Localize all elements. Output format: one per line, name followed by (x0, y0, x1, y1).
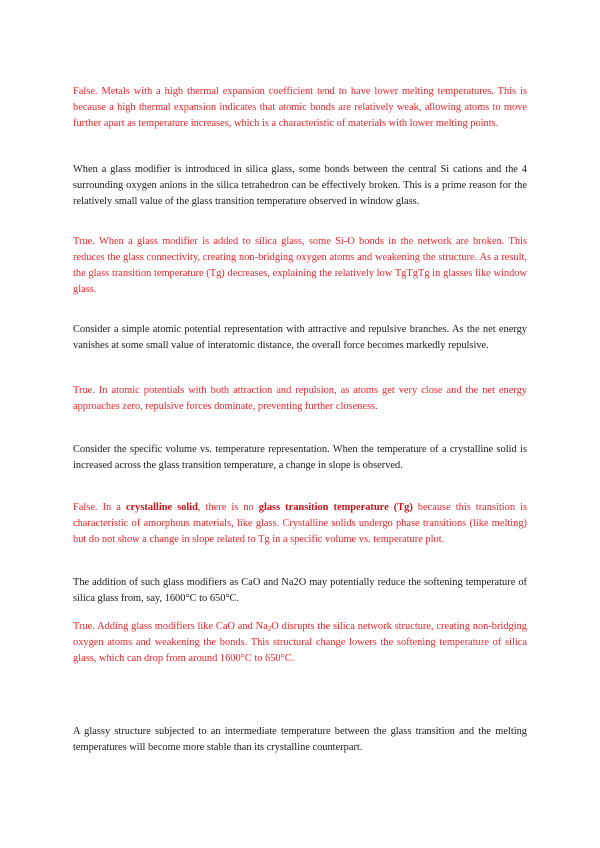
highlight-glass-transition-temperature: glass transition temperature (Tg) (258, 502, 413, 513)
question-glass-modifier-bonds: When a glass modifier is introduced in silica glass, some bonds between the central Si cations and the 4 surrounding oxygen anions in the silica tetrahedron can be effectively broken. This is a prime reason for the relatively small value of the glass transition temperature observed in window glass. (73, 164, 527, 207)
question-atomic-potential: Consider a simple atomic potential representation with attractive and repulsive branches. As the net energy vanishes at some small value of interatomic distance, the overall force becomes markedly repulsive. (73, 324, 527, 351)
answer-text-segment: because this transition is characteristic of amorphous materials, like glass. Crystalline solids undergo phase transitions (like melting) but do not show a change in slope related to Tg in a specific volume vs. temperature plot. (73, 502, 528, 545)
subscript-2: 2 (267, 625, 272, 633)
answer-thermal-expansion: False. Metals with a high thermal expansion coefficient tend to have lower melting temperatures. This is because a high thermal expansion indicates that atomic bonds are relatively weak, allowing atoms to move further apart as temperature increases, which is a characteristic of materials with lower melting points. (73, 86, 527, 129)
highlight-crystalline-solid: crystalline solid (125, 502, 198, 513)
answer-text-segment: O disrupts the silica network structure, creating non-bridging oxygen atoms and weakening the bonds. This structural change lowers the softening temperature of silica glass, which can drop from around 1600°C to 650°C. (73, 621, 528, 664)
question-specific-volume: Consider the specific volume vs. temperature representation. When the temperature of a crystalline solid is increased across the glass transition temperature, a change in slope is observed. (73, 444, 527, 471)
question-softening-temperature: The addition of such glass modifiers as CaO and Na2O may potentially reduce the softening temperature of silica glass from, say, 1600°C to 650°C. (73, 577, 527, 604)
answer-text-segment: , there is no (197, 502, 259, 513)
answer-softening-temperature (73, 619, 527, 667)
answer-glass-modifier-bonds: True. When a glass modifier is added to silica glass, some Si-O bonds in the network are broken. This reduces the glass connectivity, creating non-bridging oxygen atoms and weakening the structure. As a result, the glass transition temperature (Tg) decreases, explaining the relatively low TgTgTg in glasses like window glass. (73, 236, 527, 295)
answer-text-segment: True. Adding glass modifiers like CaO and Na (73, 621, 268, 632)
answer-atomic-potential: True. In atomic potentials with both attraction and repulsion, as atoms get very close and the net energy approaches zero, repulsive forces dominate, preventing further closeness. (73, 385, 527, 412)
answer-text-segment: False. In a (73, 502, 126, 513)
question-glassy-structure-stability: A glassy structure subjected to an intermediate temperature between the glass transition and the melting temperatures will become more stable than its crystalline counterpart. (73, 726, 527, 753)
answer-specific-volume (73, 500, 527, 548)
